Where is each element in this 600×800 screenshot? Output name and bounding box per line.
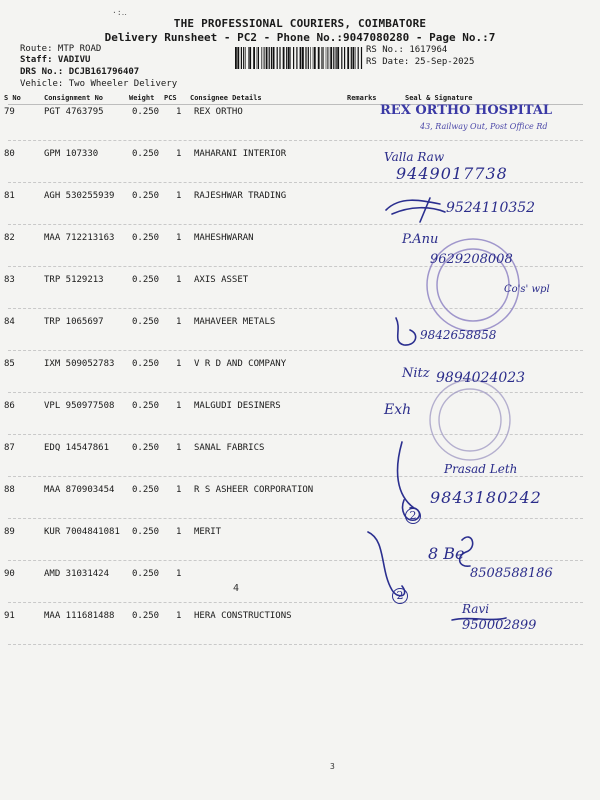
drs-text: DRS No.: DCJB161796407 [20, 67, 140, 77]
sig-81-stroke [386, 198, 445, 222]
row-pcs: 1 [176, 611, 182, 621]
sig-84-stroke [396, 318, 416, 345]
row-weight: 0.250 [132, 401, 160, 411]
row-weight: 0.250 [132, 443, 160, 453]
row-weight: 0.250 [132, 107, 160, 117]
row-pcs: 1 [176, 107, 182, 117]
row-consignee: MAHAVEER METALS [194, 317, 276, 327]
row-consignee: RAJESHWAR TRADING [194, 191, 287, 201]
col-weight: Weight [129, 94, 155, 102]
row-sno: 90 [4, 569, 15, 579]
row-consignee: REX ORTHO [194, 107, 243, 117]
circled-2-b [392, 588, 408, 604]
company-title: THE PROFESSIONAL COURIERS, COIMBATORE [173, 17, 427, 30]
row-consignee: R S ASHEER CORPORATION [194, 485, 314, 495]
row-consignment: PGT 4763795 [44, 107, 104, 117]
row-pcs: 1 [176, 233, 182, 243]
row-consignment: MAA 712213163 [44, 233, 115, 243]
row-sno: 80 [4, 149, 15, 159]
sig-85-name: Nitz [402, 366, 430, 381]
route-label: Route: MTP ROAD [20, 44, 102, 54]
seal-malgudi [430, 380, 510, 460]
col-seal: Seal & Signature [405, 94, 473, 102]
row-weight: 0.250 [132, 359, 160, 369]
row-pcs: 1 [176, 275, 182, 285]
row-consignment: GPM 107330 [44, 149, 99, 159]
row-weight: 0.250 [132, 611, 160, 621]
row-weight: 0.250 [132, 317, 160, 327]
sig-91-name: Ravi [462, 602, 490, 616]
row-weight: 0.250 [132, 191, 160, 201]
row-consignee: SANAL FABRICS [194, 443, 265, 453]
row-pcs: 1 [176, 149, 182, 159]
row-pcs: 1 [176, 569, 182, 579]
row-consignment: VPL 950977508 [44, 401, 115, 411]
col-pcs: PCS [164, 94, 177, 102]
row-sno: 88 [4, 485, 15, 495]
row-weight: 0.250 [132, 485, 160, 495]
sig-89-name: 8 Be [428, 544, 465, 563]
stamp-rex-address: 43, Railway Out, Post Office Rd [420, 122, 548, 131]
row-consignee: MAHESHWARAN [194, 233, 254, 243]
row-consignment: MAA 870903454 [44, 485, 115, 495]
rs-no-label: RS No.: 1617964 [366, 45, 448, 55]
sig-80-name: Valla Raw [384, 150, 445, 164]
sig-89-phone: 8508588186 [470, 566, 553, 581]
row-sno: 83 [4, 275, 15, 285]
row-weight: 0.250 [132, 149, 160, 159]
row-sno: 86 [4, 401, 15, 411]
sig-86-name: Exh [384, 402, 412, 418]
row-consignee: MALGUDI DESINERS [194, 401, 281, 411]
row-consignee: MAHARANI INTERIOR [194, 149, 287, 159]
row-consignee: AXIS ASSET [194, 275, 249, 285]
stamp-rex-hospital: REX ORTHO HOSPITAL [380, 103, 553, 118]
col-remarks: Remarks [347, 94, 377, 102]
row-consignment: MAA 111681488 [44, 611, 115, 621]
sig-87-name: Prasad Leth [444, 462, 518, 476]
row-consignee: MERIT [194, 527, 222, 537]
row-pcs: 1 [176, 317, 182, 327]
rs-date-label: RS Date: 25-Sep-2025 [366, 57, 475, 67]
sig-88-phone: 9843180242 [430, 488, 542, 507]
row-consignee: HERA CONSTRUCTIONS [194, 611, 292, 621]
vehicle-label: Vehicle: Two Wheeler Delivery [20, 79, 178, 89]
sig-82-name: P.Anu [402, 232, 439, 247]
row-consignment: IXM 509052783 [44, 359, 115, 369]
circled-2-b-text: 2 [396, 589, 404, 602]
row-consignment: KUR 7004841081 [44, 527, 120, 537]
row-sno: 81 [4, 191, 15, 201]
row-pcs: 1 [176, 527, 182, 537]
row-consignment: TRP 1065697 [44, 317, 104, 327]
footer-mark: 3 [330, 762, 335, 771]
row-consignee: V R D AND COMPANY [194, 359, 287, 369]
row-sno: 85 [4, 359, 15, 369]
row-sno: 87 [4, 443, 15, 453]
sig-81-phone: 9524110352 [446, 200, 536, 216]
row-weight: 0.250 [132, 233, 160, 243]
row-consignment: AMD 31031424 [44, 569, 110, 579]
row-sno: 84 [4, 317, 15, 327]
sig-84-phone: 9842658858 [420, 328, 497, 342]
col-sno: S No [4, 94, 21, 102]
row-weight: 0.250 [132, 275, 160, 285]
sig-91-phone: 950002899 [462, 618, 537, 633]
row-pcs: 1 [176, 191, 182, 201]
circled-2-a [405, 508, 421, 524]
row-pcs: 1 [176, 443, 182, 453]
col-consignment: Consignment No [44, 94, 104, 102]
sig-89-stroke [368, 532, 405, 596]
row-sno: 91 [4, 611, 15, 621]
circled-2-a-text: 2 [409, 509, 417, 522]
sig-85-phone: 9894024023 [436, 370, 526, 386]
sig-83-note: Co's' wpl [504, 284, 550, 295]
row-pcs: 1 [176, 401, 182, 411]
runsheet-title: Delivery Runsheet - PC2 - Phone No.:9047080280 - Page No.:7 [104, 31, 496, 44]
sig-80-phone: 9449017738 [396, 164, 508, 183]
row-consignment: EDQ 14547861 [44, 443, 110, 453]
staff-text: Staff: VADIVU [20, 55, 91, 65]
row-weight: 0.250 [132, 569, 160, 579]
row-sno: 79 [4, 107, 15, 117]
corner-smudge: ·:‥ [112, 8, 127, 17]
row-weight: 0.250 [132, 527, 160, 537]
row-90-mark: 4 [233, 583, 240, 594]
row-consignment: AGH 530255939 [44, 191, 115, 201]
row-consignment: TRP 5129213 [44, 275, 104, 285]
row-pcs: 1 [176, 485, 182, 495]
col-consignee: Consignee Details [190, 94, 262, 102]
row-sno: 82 [4, 233, 15, 243]
row-pcs: 1 [176, 359, 182, 369]
row-sno: 89 [4, 527, 15, 537]
sig-82-phone: 9629208008 [430, 252, 513, 267]
